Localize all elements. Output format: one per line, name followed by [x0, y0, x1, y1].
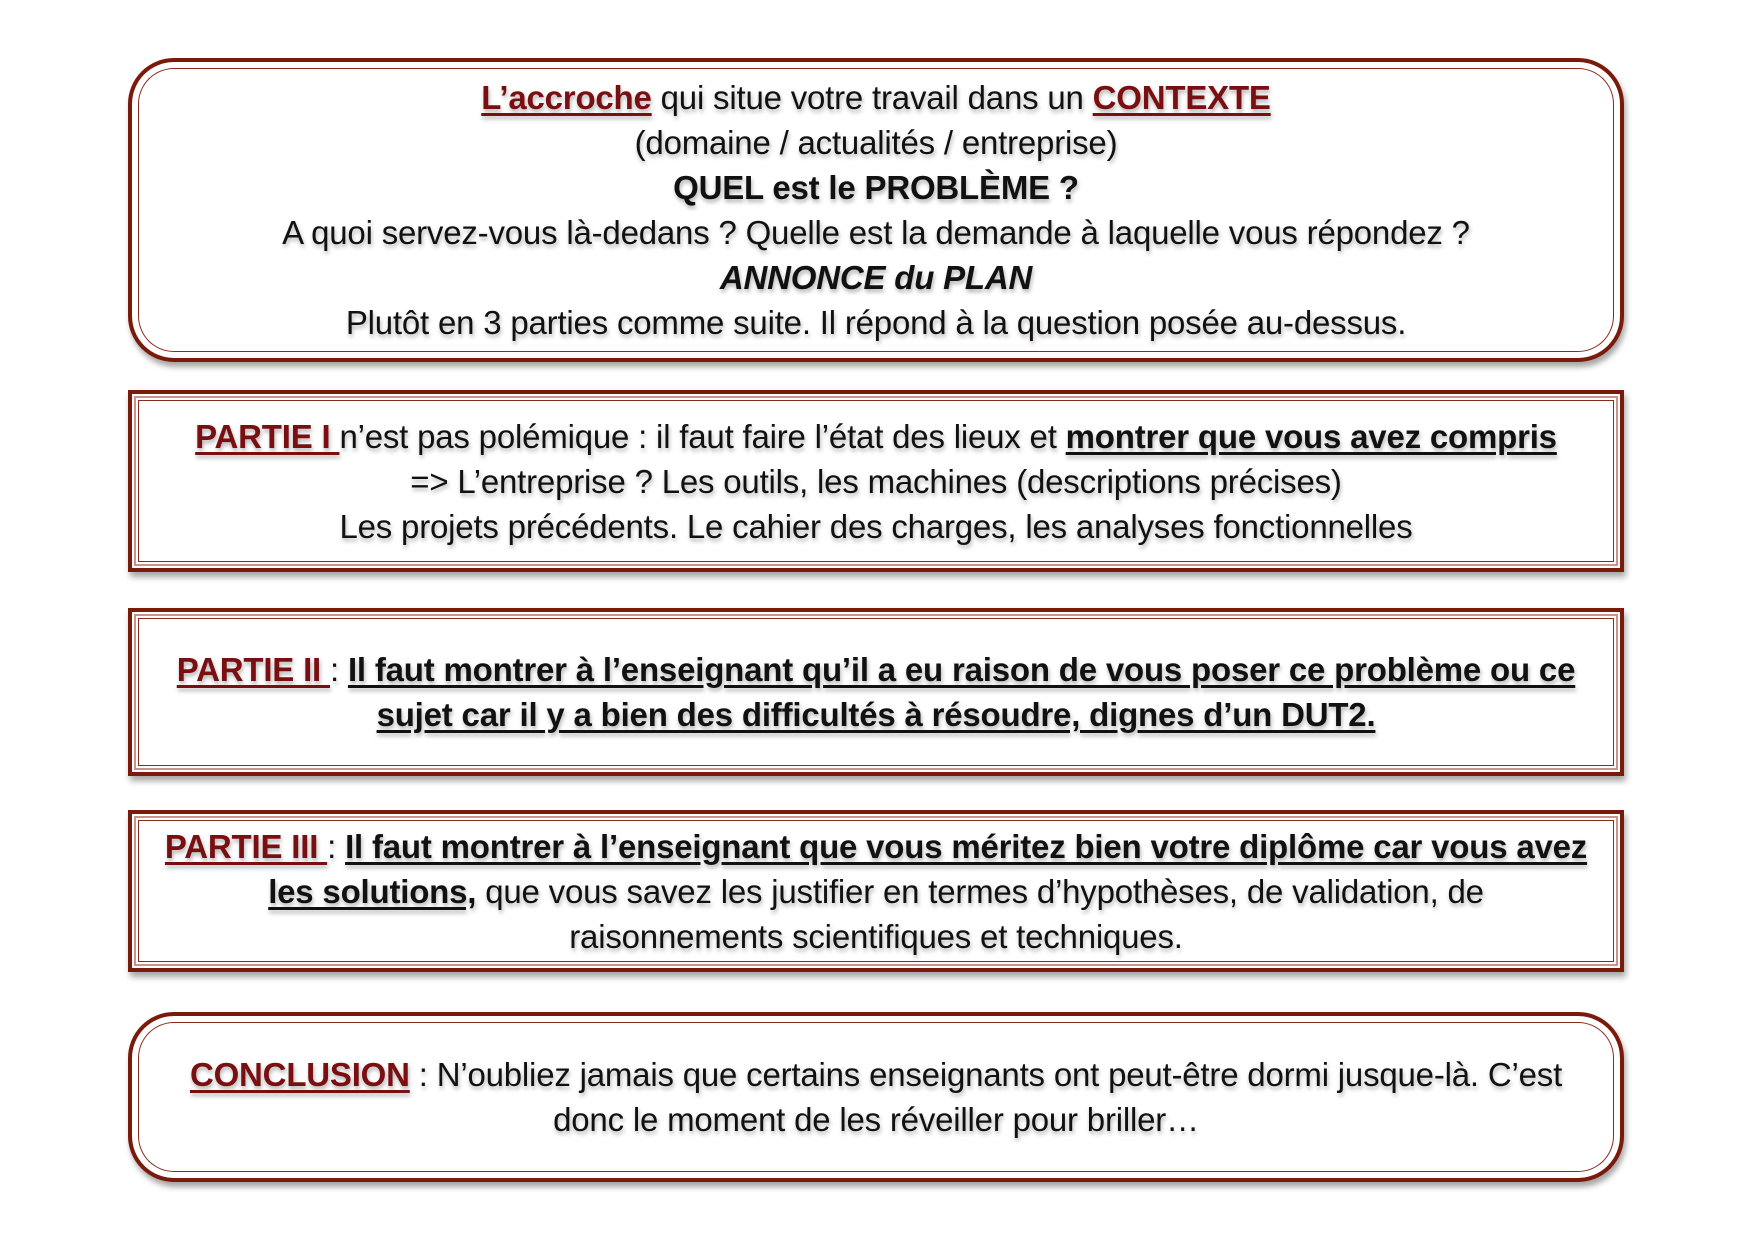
partie1-line1	[195, 414, 1557, 459]
partie3-emphasis-line1: Il faut montrer à l’enseignant que vous méritez bien votre diplôme car vous avez	[345, 827, 1588, 865]
conclusion-line1-text: : N’oubliez jamais que certains enseignants ont peut-être dormi jusque-là. C’est	[409, 1056, 1563, 1093]
conclusion-line1	[190, 1052, 1562, 1097]
partie2-separator: :	[330, 651, 348, 688]
intro-line-question: A quoi servez-vous là-dedans ? Quelle est la demande à laquelle vous répondez ?	[282, 214, 1470, 251]
intro-box	[128, 58, 1624, 362]
partie1-box	[128, 390, 1624, 572]
partie3-separator: :	[327, 827, 346, 865]
partie1-line1-text: n’est pas polémique : il faut faire l’état des lieux et	[339, 417, 1066, 455]
keyword-conclusion: CONCLUSION	[189, 1056, 410, 1093]
intro-line-plan: Plutôt en 3 parties comme suite. Il répond à la question posée au-dessus.	[345, 304, 1407, 341]
partie3-line2	[268, 869, 1484, 914]
intro-line1-text: qui situe votre travail dans un	[651, 79, 1093, 116]
keyword-partie3: PARTIE III	[164, 827, 328, 865]
intro-line-accroche	[481, 75, 1271, 120]
partie3-line3: raisonnements scientifiques et techniques.	[569, 917, 1183, 955]
partie2-box	[128, 608, 1624, 776]
partie2-emphasis-line2: sujet car il y a bien des difficultés à résoudre, dignes d’un DUT2.	[376, 696, 1376, 733]
partie2-emphasis-line1: Il faut montrer à l’enseignant qu’il a eu raison de vous poser ce problème ou ce	[347, 651, 1576, 688]
keyword-partie1: PARTIE I	[195, 417, 340, 455]
partie3-emphasis-solutions: les solutions,	[268, 872, 477, 910]
partie3-line2-text: que vous savez les justifier en termes d’hypothèses, de validation, de	[476, 872, 1484, 910]
partie1-emphasis: montrer que vous avez compris	[1065, 417, 1557, 455]
conclusion-box	[128, 1012, 1624, 1182]
intro-line-probleme: QUEL est le PROBLÈME ?	[673, 169, 1079, 206]
partie2-line1	[177, 647, 1576, 692]
partie3-box	[128, 810, 1624, 972]
intro-line-domaine: (domaine / actualités / entreprise)	[634, 124, 1118, 161]
partie3-line1	[165, 824, 1587, 869]
keyword-partie2: PARTIE II	[176, 651, 330, 688]
partie1-line2: => L’entreprise ? Les outils, les machines (descriptions précises)	[410, 462, 1342, 500]
keyword-accroche: L’accroche	[481, 79, 652, 116]
keyword-contexte: CONTEXTE	[1092, 79, 1271, 116]
partie1-line3: Les projets précédents. Le cahier des charges, les analyses fonctionnelles	[339, 507, 1413, 545]
intro-line-annonce: ANNONCE du PLAN	[719, 259, 1033, 296]
conclusion-line2: donc le moment de les réveiller pour briller…	[553, 1101, 1199, 1138]
